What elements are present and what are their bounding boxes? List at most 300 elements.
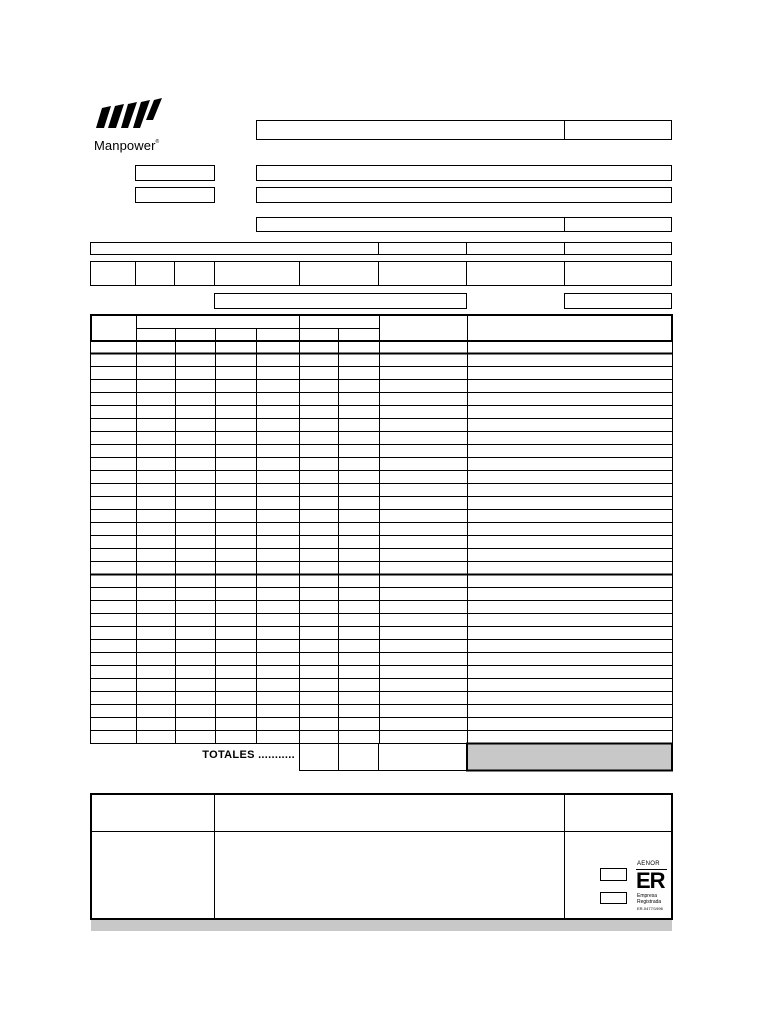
table-cell[interactable] (468, 354, 672, 366)
table-cell[interactable] (176, 354, 215, 366)
table-cell[interactable] (468, 705, 672, 717)
table-cell[interactable] (300, 562, 338, 574)
info-cell-3[interactable] (466, 242, 565, 255)
table-cell[interactable] (300, 497, 338, 509)
table-cell[interactable] (300, 666, 338, 678)
table-cell[interactable] (257, 484, 299, 496)
table-cell[interactable] (137, 523, 175, 535)
table-cell[interactable] (216, 510, 256, 522)
table-cell[interactable] (300, 510, 338, 522)
table-cell[interactable] (300, 354, 338, 366)
table-cell[interactable] (257, 549, 299, 561)
signature-area-left[interactable] (92, 832, 214, 918)
checkbox-1[interactable] (600, 868, 627, 881)
table-cell[interactable] (339, 406, 379, 418)
table-cell[interactable] (176, 640, 215, 652)
table-cell[interactable] (339, 692, 379, 704)
table-cell[interactable] (216, 575, 256, 587)
table-cell[interactable] (176, 536, 215, 548)
table-cell[interactable] (91, 705, 136, 717)
table-cell[interactable] (91, 640, 136, 652)
table-cell[interactable] (300, 406, 338, 418)
table-cell[interactable] (91, 393, 136, 405)
table-cell[interactable] (216, 393, 256, 405)
table-cell[interactable] (468, 458, 672, 470)
table-cell[interactable] (91, 484, 136, 496)
table-cell[interactable] (137, 471, 175, 483)
middle-field-wide[interactable] (214, 293, 467, 309)
table-cell[interactable] (137, 367, 175, 379)
table-cell[interactable] (257, 367, 299, 379)
table-cell[interactable] (216, 432, 256, 444)
detail-cell-7[interactable] (466, 261, 565, 286)
table-cell[interactable] (339, 731, 379, 743)
table-cell[interactable] (176, 718, 215, 730)
detail-cell-4[interactable] (214, 261, 300, 286)
table-cell[interactable] (300, 575, 338, 587)
info-cell-2[interactable] (378, 242, 467, 255)
table-cell[interactable] (257, 640, 299, 652)
table-cell[interactable] (339, 523, 379, 535)
small-field-2[interactable] (135, 187, 215, 203)
detail-cell-3[interactable] (174, 261, 215, 286)
detail-cell-2[interactable] (135, 261, 175, 286)
table-cell[interactable] (380, 588, 467, 600)
table-cell[interactable] (91, 549, 136, 561)
table-cell[interactable] (91, 731, 136, 743)
table-cell[interactable] (257, 406, 299, 418)
table-cell[interactable] (91, 575, 136, 587)
table-cell[interactable] (257, 614, 299, 626)
table-cell[interactable] (339, 640, 379, 652)
table-cell[interactable] (257, 692, 299, 704)
table-cell[interactable] (137, 549, 175, 561)
table-cell[interactable] (176, 458, 215, 470)
table-cell[interactable] (339, 471, 379, 483)
table-cell[interactable] (380, 601, 467, 613)
table-cell[interactable] (339, 653, 379, 665)
table-cell[interactable] (137, 406, 175, 418)
table-cell[interactable] (339, 549, 379, 561)
table-cell[interactable] (176, 692, 215, 704)
table-cell[interactable] (91, 653, 136, 665)
table-cell[interactable] (300, 731, 338, 743)
table-cell[interactable] (176, 484, 215, 496)
table-cell[interactable] (137, 640, 175, 652)
table-cell[interactable] (137, 692, 175, 704)
detail-cell-5[interactable] (299, 261, 379, 286)
table-cell[interactable] (216, 692, 256, 704)
table-cell[interactable] (216, 653, 256, 665)
table-cell[interactable] (91, 523, 136, 535)
table-cell[interactable] (216, 705, 256, 717)
table-cell[interactable] (257, 354, 299, 366)
table-cell[interactable] (468, 666, 672, 678)
table-cell[interactable] (216, 614, 256, 626)
table-cell[interactable] (468, 419, 672, 431)
table-cell[interactable] (300, 614, 338, 626)
table-cell[interactable] (176, 549, 215, 561)
table-cell[interactable] (176, 653, 215, 665)
table-cell[interactable] (339, 705, 379, 717)
table-cell[interactable] (91, 588, 136, 600)
table-cell[interactable] (300, 471, 338, 483)
table-cell[interactable] (216, 354, 256, 366)
table-cell[interactable] (216, 731, 256, 743)
table-cell[interactable] (176, 406, 215, 418)
table-cell[interactable] (380, 406, 467, 418)
table-cell[interactable] (380, 419, 467, 431)
table-cell[interactable] (468, 510, 672, 522)
table-cell[interactable] (216, 588, 256, 600)
table-cell[interactable] (137, 718, 175, 730)
table-cell[interactable] (137, 666, 175, 678)
table-cell[interactable] (468, 484, 672, 496)
table-cell[interactable] (137, 705, 175, 717)
table-cell[interactable] (468, 588, 672, 600)
table-cell[interactable] (380, 679, 467, 691)
table-cell[interactable] (300, 627, 338, 639)
header-field-right-3[interactable] (564, 217, 672, 232)
table-cell[interactable] (91, 406, 136, 418)
table-cell[interactable] (216, 627, 256, 639)
table-cell[interactable] (137, 601, 175, 613)
table-cell[interactable] (216, 549, 256, 561)
table-cell[interactable] (137, 497, 175, 509)
table-cell[interactable] (257, 666, 299, 678)
table-cell[interactable] (339, 380, 379, 392)
table-cell[interactable] (91, 432, 136, 444)
table-cell[interactable] (468, 562, 672, 574)
table-cell[interactable] (380, 614, 467, 626)
table-cell[interactable] (468, 432, 672, 444)
table-cell[interactable] (216, 536, 256, 548)
table-cell[interactable] (216, 523, 256, 535)
table-cell[interactable] (257, 627, 299, 639)
table-cell[interactable] (216, 484, 256, 496)
table-cell[interactable] (380, 562, 467, 574)
table-cell[interactable] (257, 536, 299, 548)
table-cell[interactable] (91, 718, 136, 730)
detail-cell-1[interactable] (90, 261, 136, 286)
table-cell[interactable] (380, 432, 467, 444)
table-cell[interactable] (91, 419, 136, 431)
table-cell[interactable] (91, 471, 136, 483)
table-cell[interactable] (176, 432, 215, 444)
table-cell[interactable] (91, 354, 136, 366)
table-cell[interactable] (257, 393, 299, 405)
table-cell[interactable] (468, 679, 672, 691)
table-cell[interactable] (216, 640, 256, 652)
table-cell[interactable] (176, 497, 215, 509)
table-cell[interactable] (216, 367, 256, 379)
table-cell[interactable] (176, 627, 215, 639)
table-cell[interactable] (257, 601, 299, 613)
table-cell[interactable] (339, 575, 379, 587)
table-cell[interactable] (137, 679, 175, 691)
table-cell[interactable] (339, 718, 379, 730)
totals-cell-2[interactable] (339, 744, 378, 770)
table-cell[interactable] (91, 380, 136, 392)
table-cell[interactable] (300, 380, 338, 392)
table-cell[interactable] (339, 419, 379, 431)
detail-cell-8[interactable] (564, 261, 672, 286)
table-cell[interactable] (216, 718, 256, 730)
table-cell[interactable] (339, 562, 379, 574)
table-cell[interactable] (380, 575, 467, 587)
table-cell[interactable] (257, 575, 299, 587)
table-cell[interactable] (468, 692, 672, 704)
table-cell[interactable] (176, 666, 215, 678)
table-cell[interactable] (137, 484, 175, 496)
table-cell[interactable] (300, 549, 338, 561)
table-cell[interactable] (380, 705, 467, 717)
table-cell[interactable] (137, 432, 175, 444)
table-cell[interactable] (216, 679, 256, 691)
table-cell[interactable] (216, 562, 256, 574)
table-cell[interactable] (137, 731, 175, 743)
table-cell[interactable] (216, 458, 256, 470)
table-cell[interactable] (176, 471, 215, 483)
table-cell[interactable] (300, 523, 338, 535)
table-cell[interactable] (380, 549, 467, 561)
table-cell[interactable] (176, 614, 215, 626)
table-cell[interactable] (176, 367, 215, 379)
table-cell[interactable] (176, 601, 215, 613)
table-cell[interactable] (216, 666, 256, 678)
table-cell[interactable] (176, 679, 215, 691)
table-cell[interactable] (380, 653, 467, 665)
header-field-top-wide[interactable] (256, 120, 565, 140)
table-cell[interactable] (468, 601, 672, 613)
table-cell[interactable] (216, 471, 256, 483)
table-cell[interactable] (380, 380, 467, 392)
table-cell[interactable] (380, 510, 467, 522)
table-cell[interactable] (380, 471, 467, 483)
table-cell[interactable] (468, 380, 672, 392)
table-cell[interactable] (339, 354, 379, 366)
table-cell[interactable] (137, 653, 175, 665)
totals-cell-1[interactable] (300, 744, 338, 770)
table-cell[interactable] (91, 679, 136, 691)
table-cell[interactable] (137, 510, 175, 522)
table-cell[interactable] (300, 640, 338, 652)
table-cell[interactable] (300, 588, 338, 600)
table-cell[interactable] (300, 367, 338, 379)
table-cell[interactable] (176, 731, 215, 743)
detail-cell-6[interactable] (378, 261, 467, 286)
table-cell[interactable] (257, 718, 299, 730)
table-cell[interactable] (468, 575, 672, 587)
table-cell[interactable] (216, 601, 256, 613)
table-cell[interactable] (339, 536, 379, 548)
table-cell[interactable] (380, 367, 467, 379)
table-cell[interactable] (468, 549, 672, 561)
table-cell[interactable] (137, 445, 175, 457)
table-cell[interactable] (339, 666, 379, 678)
table-cell[interactable] (300, 653, 338, 665)
signature-header-cell-1 (92, 795, 214, 831)
middle-field-right[interactable] (564, 293, 672, 309)
table-cell[interactable] (176, 393, 215, 405)
table-cell[interactable] (257, 419, 299, 431)
table-cell[interactable] (137, 354, 175, 366)
table-cell[interactable] (380, 692, 467, 704)
table-cell[interactable] (300, 718, 338, 730)
table-cell[interactable] (257, 705, 299, 717)
table-cell[interactable] (300, 458, 338, 470)
table-cell[interactable] (339, 393, 379, 405)
header-field-line-2[interactable] (256, 187, 672, 203)
table-cell[interactable] (380, 484, 467, 496)
table-cell[interactable] (91, 627, 136, 639)
table-cell[interactable] (137, 536, 175, 548)
table-cell[interactable] (339, 458, 379, 470)
table-cell[interactable] (300, 393, 338, 405)
table-cell[interactable] (91, 510, 136, 522)
table-cell[interactable] (257, 679, 299, 691)
table-cell[interactable] (300, 705, 338, 717)
table-cell[interactable] (339, 367, 379, 379)
table-cell[interactable] (380, 497, 467, 509)
table-cell[interactable] (257, 653, 299, 665)
table-cell[interactable] (91, 497, 136, 509)
table-cell[interactable] (468, 718, 672, 730)
table-cell[interactable] (257, 510, 299, 522)
table-cell[interactable] (257, 432, 299, 444)
table-cell[interactable] (468, 523, 672, 535)
table-cell[interactable] (216, 497, 256, 509)
totals-cell-3[interactable] (379, 744, 466, 770)
table-cell[interactable] (91, 614, 136, 626)
table-cell[interactable] (468, 640, 672, 652)
table-cell[interactable] (300, 679, 338, 691)
table-cell[interactable] (91, 536, 136, 548)
table-cell[interactable] (91, 562, 136, 574)
table-cell[interactable] (468, 393, 672, 405)
table-cell[interactable] (216, 445, 256, 457)
table-cell[interactable] (339, 432, 379, 444)
table-cell[interactable] (380, 393, 467, 405)
table-cell[interactable] (257, 588, 299, 600)
table-cell[interactable] (91, 445, 136, 457)
table-cell[interactable] (339, 484, 379, 496)
table-cell[interactable] (380, 458, 467, 470)
table-cell[interactable] (300, 419, 338, 431)
table-cell[interactable] (176, 445, 215, 457)
table-cell[interactable] (339, 588, 379, 600)
table-cell[interactable] (339, 679, 379, 691)
table-cell[interactable] (137, 588, 175, 600)
table-cell[interactable] (468, 627, 672, 639)
table-cell[interactable] (137, 380, 175, 392)
table-cell[interactable] (91, 367, 136, 379)
table-cell[interactable] (91, 692, 136, 704)
table-cell[interactable] (176, 588, 215, 600)
table-cell[interactable] (339, 445, 379, 457)
table-cell[interactable] (380, 536, 467, 548)
table-cell[interactable] (176, 705, 215, 717)
table-cell[interactable] (339, 614, 379, 626)
table-cell[interactable] (300, 692, 338, 704)
table-cell[interactable] (176, 575, 215, 587)
table-cell[interactable] (468, 471, 672, 483)
signature-area-center[interactable] (215, 832, 564, 918)
table-cell[interactable] (91, 458, 136, 470)
table-cell[interactable] (300, 445, 338, 457)
table-cell[interactable] (380, 666, 467, 678)
table-cell[interactable] (468, 653, 672, 665)
table-cell[interactable] (176, 562, 215, 574)
table-cell[interactable] (300, 432, 338, 444)
table-cell[interactable] (137, 458, 175, 470)
table-cell[interactable] (380, 523, 467, 535)
table-cell[interactable] (300, 601, 338, 613)
table-cell[interactable] (468, 367, 672, 379)
table-cell[interactable] (137, 575, 175, 587)
checkbox-2[interactable] (600, 892, 627, 904)
table-cell[interactable] (300, 536, 338, 548)
table-cell[interactable] (257, 471, 299, 483)
table-cell[interactable] (339, 627, 379, 639)
table-cell[interactable] (339, 601, 379, 613)
info-cell-1[interactable] (90, 242, 379, 255)
info-cell-4[interactable] (564, 242, 672, 255)
table-cell[interactable] (468, 614, 672, 626)
table-cell[interactable] (380, 354, 467, 366)
table-cell[interactable] (176, 419, 215, 431)
table-cell[interactable] (257, 458, 299, 470)
table-cell[interactable] (468, 731, 672, 743)
table-cell[interactable] (216, 406, 256, 418)
header-field-line-1[interactable] (256, 165, 672, 181)
table-cell[interactable] (137, 627, 175, 639)
table-cell[interactable] (257, 445, 299, 457)
table-cell[interactable] (257, 380, 299, 392)
table-cell[interactable] (380, 627, 467, 639)
table-cell[interactable] (380, 640, 467, 652)
table-cell[interactable] (257, 731, 299, 743)
header-field-top-right[interactable] (564, 120, 672, 140)
table-cell[interactable] (216, 419, 256, 431)
table-cell[interactable] (468, 445, 672, 457)
table-cell[interactable] (380, 445, 467, 457)
table-cell[interactable] (380, 718, 467, 730)
table-cell[interactable] (176, 510, 215, 522)
table-cell[interactable] (339, 510, 379, 522)
table-cell[interactable] (257, 562, 299, 574)
table-cell[interactable] (176, 380, 215, 392)
table-cell[interactable] (468, 536, 672, 548)
table-cell[interactable] (137, 393, 175, 405)
header-field-wide-3[interactable] (256, 217, 565, 232)
table-cell[interactable] (176, 523, 215, 535)
table-cell[interactable] (137, 614, 175, 626)
table-cell[interactable] (300, 484, 338, 496)
table-cell[interactable] (91, 601, 136, 613)
table-cell[interactable] (137, 419, 175, 431)
table-cell[interactable] (380, 731, 467, 743)
small-field-1[interactable] (135, 165, 215, 181)
table-cell[interactable] (257, 523, 299, 535)
table-cell[interactable] (468, 406, 672, 418)
table-cell[interactable] (216, 380, 256, 392)
table-cell[interactable] (91, 666, 136, 678)
table-cell[interactable] (137, 562, 175, 574)
table-cell[interactable] (468, 497, 672, 509)
table-cell[interactable] (339, 497, 379, 509)
table-cell[interactable] (257, 497, 299, 509)
